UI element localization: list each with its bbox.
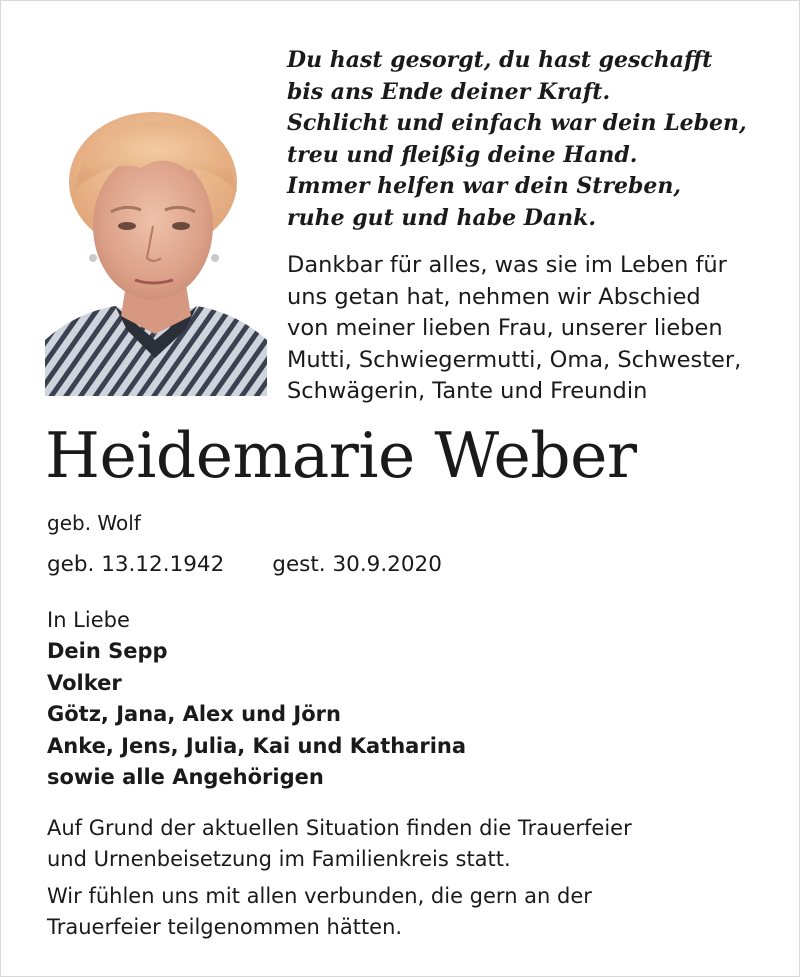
signatories-intro: In Liebe xyxy=(47,608,130,632)
farewell-text xyxy=(287,250,787,408)
ceremony-note-line: Auf Grund der aktuellen Situation finden die Trauerfeier xyxy=(47,816,632,840)
farewell-line: Mutti, Schwiegermutti, Oma, Schwester, xyxy=(287,346,742,373)
thanks-note xyxy=(47,881,777,943)
ceremony-note-line: und Urnenbeisetzung im Familienkreis statt. xyxy=(47,847,511,871)
poem-line: Immer helfen war dein Streben, xyxy=(287,173,682,199)
signatory: Dein Sepp xyxy=(47,639,168,663)
maiden-name: geb. Wolf xyxy=(47,511,141,535)
signatory: Götz, Jana, Alex und Jörn xyxy=(47,702,341,726)
poem-line: ruhe gut und habe Dank. xyxy=(287,204,596,231)
poem-line: bis ans Ende deiner Kraft. xyxy=(287,78,611,105)
ceremony-note xyxy=(47,813,777,875)
signatory: sowie alle Angehörigen xyxy=(47,765,324,789)
farewell-line: uns getan hat, nehmen wir Abschied xyxy=(287,283,701,310)
thanks-note-line: Wir fühlen uns mit allen verbunden, die gern an der xyxy=(47,884,592,908)
death-date: gest. 30.9.2020 xyxy=(272,552,442,577)
farewell-line: von meiner lieben Frau, unserer lieben xyxy=(287,315,723,341)
birth-date: geb. 13.12.1942 xyxy=(47,552,225,577)
poem-line: Schlicht und einfach war dein Leben, xyxy=(287,110,747,136)
life-dates xyxy=(47,550,442,580)
memorial-poem xyxy=(287,45,787,234)
signatory: Volker xyxy=(47,670,122,695)
poem-line: Du hast gesorgt, du hast geschafft xyxy=(287,47,713,73)
poem-line: treu und fleißig deine Hand. xyxy=(287,141,638,168)
deceased-name: Heidemarie Weber xyxy=(45,419,637,492)
farewell-line: Schwägerin, Tante und Freundin xyxy=(287,378,648,404)
portrait-image xyxy=(45,108,267,396)
portrait-photo xyxy=(45,108,267,396)
farewell-line: Dankbar für alles, was sie im Leben für xyxy=(287,252,727,278)
signatories-list xyxy=(47,636,466,794)
thanks-note-line: Trauerfeier teilgenommen hätten. xyxy=(47,915,403,939)
signatory: Anke, Jens, Julia, Kai und Katharina xyxy=(47,733,467,758)
